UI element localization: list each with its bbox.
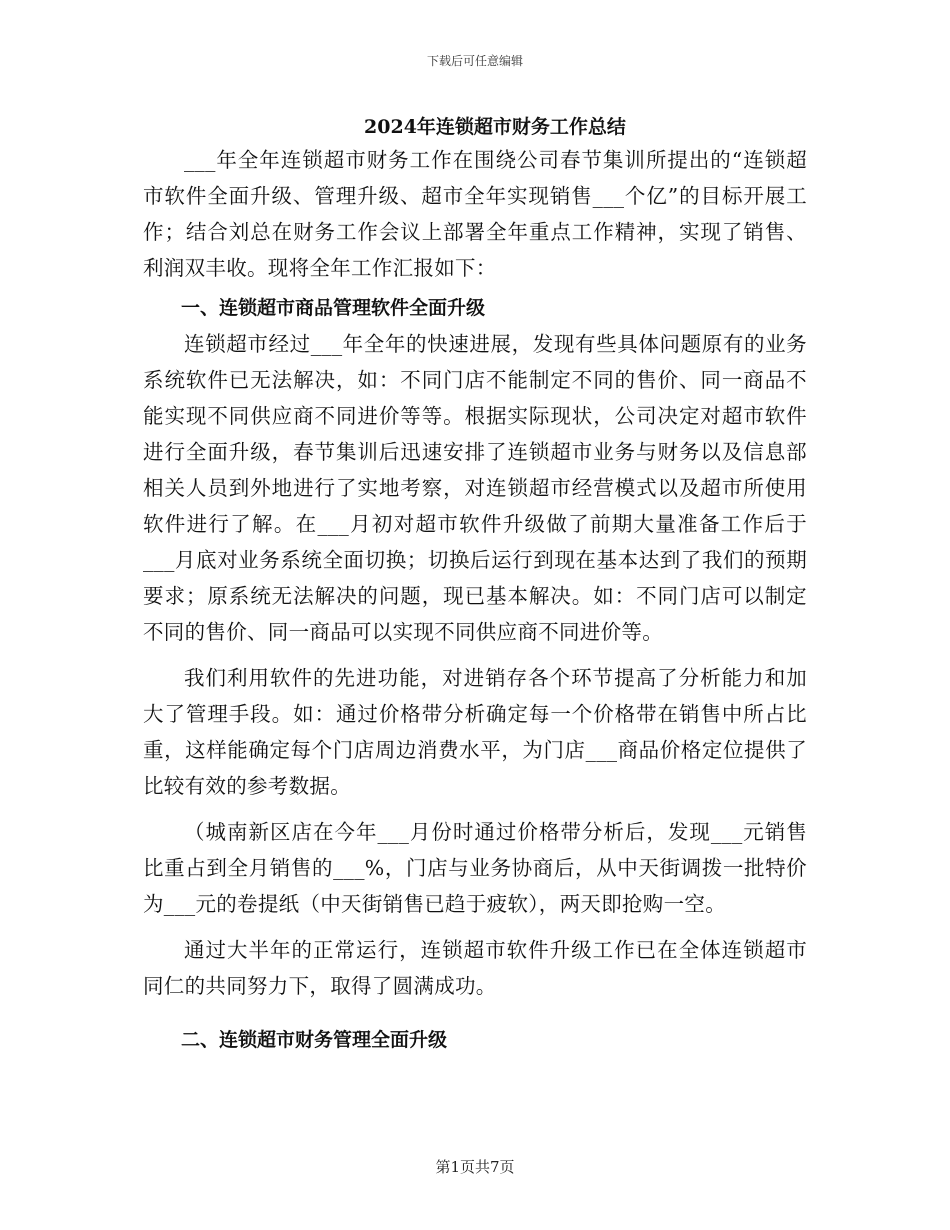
header-note: 下载后可任意编辑 bbox=[426, 54, 523, 68]
paragraph-4: 通过大半年的正常运行，连锁超市软件升级工作已在全体连锁超市同仁的共同努力下，取得了圆满成功。 bbox=[143, 938, 807, 998]
intro-paragraph: ___年全年连锁超市财务工作在围绕公司春节集训所提出的“连锁超市软件全面升级、管理升级、超市全年实现销售___个亿”的目标开展工作；结合刘总在财务工作会议上部署全年重点工作精神，实现了销售、利润双丰收。现将全年工作汇报如下： bbox=[143, 148, 807, 280]
document-title: 2024年连锁超市财务工作总结 bbox=[364, 116, 626, 138]
section-heading-2: 二、连锁超市财务管理全面升级 bbox=[181, 1029, 448, 1051]
section-heading-1: 一、连锁超市商品管理软件全面升级 bbox=[181, 297, 486, 319]
document-body bbox=[143, 112, 807, 1058]
paragraph-2: 我们利用软件的先进功能，对进销存各个环节提高了分析能力和加大了管理手段。如：通过价格带分析确定每一个价格带在销售中所占比重，这样能确定每个门店周边消费水平，为门店___商品价格定位提供了比较有效的参考数据。 bbox=[143, 666, 807, 798]
page-number-footer: 第1页共7页 bbox=[435, 1158, 515, 1176]
paragraph-1: 连锁超市经过___年全年的快速进展，发现有些具体问题原有的业务系统软件已无法解决，如：不同门店不能制定不同的售价、同一商品不能实现不同供应商不同进价等等。根据实际现状，公司决定对超市软件进行全面升级，春节集训后迅速安排了连锁超市业务与财务以及信息部相关人员到外地进行了实地考察，对连锁超市经营模式以及超市所使用软件进行了解。在___月初对超市软件升级做了前期大量准备工作后于___月底对业务系统全面切换；切换后运行到现在基本达到了我们的预期要求；原系统无法解决的问题，现已基本解决。如：不同门店可以制定不同的售价、同一商品可以实现不同供应商不同进价等。 bbox=[143, 332, 807, 644]
paragraph-3: （城南新区店在今年___月份时通过价格带分析后，发现___元销售比重占到全月销售的___%，门店与业务协商后，从中天街调拨一批特价为___元的卷提纸（中天街销售已趋于疲软），两天即抢购一空。 bbox=[143, 820, 807, 916]
